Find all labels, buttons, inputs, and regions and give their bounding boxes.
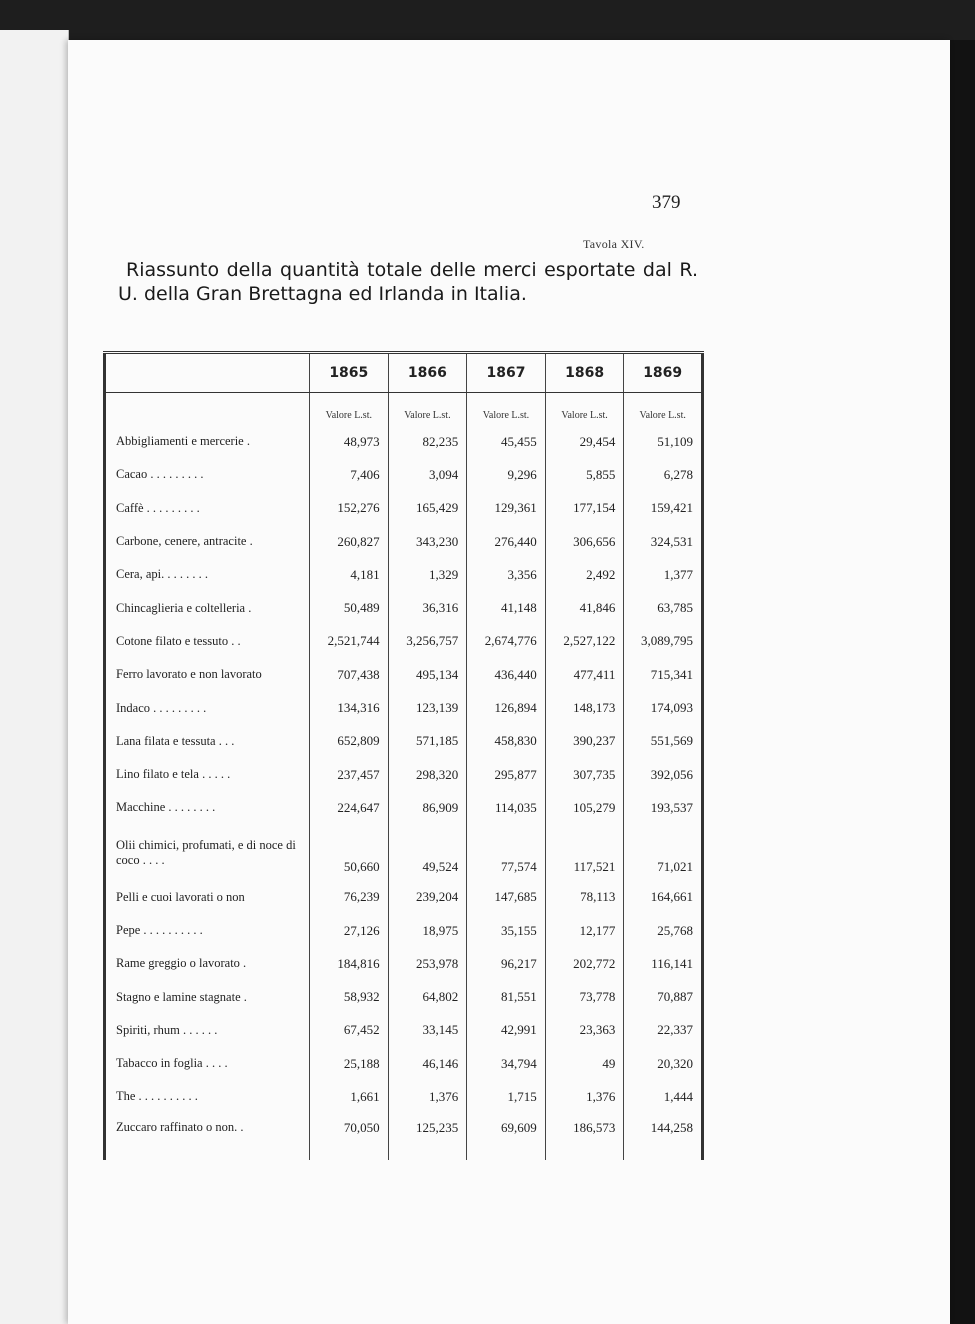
value-cell: 1,661 (310, 1080, 389, 1113)
value-cell: 148,173 (545, 691, 624, 724)
value-cell: 71,021 (624, 825, 703, 881)
table-row (105, 525, 703, 558)
value-cell: 67,452 (310, 1014, 389, 1047)
value-cell: 45,455 (467, 425, 546, 458)
value-cell: 159,421 (624, 492, 703, 525)
value-cell: 2,674,776 (467, 625, 546, 658)
value-cell: 276,440 (467, 525, 546, 558)
value-cell: 392,056 (624, 758, 703, 791)
value-cell: 3,089,795 (624, 625, 703, 658)
value-cell: 7,406 (310, 458, 389, 491)
value-cell: 237,457 (310, 758, 389, 791)
value-cell: 96,217 (467, 947, 546, 980)
value-cell: 324,531 (624, 525, 703, 558)
value-cell: 49,524 (388, 825, 467, 881)
row-label: The . . . . . . . . . . (105, 1080, 310, 1113)
table-row (105, 658, 703, 691)
value-cell: 458,830 (467, 725, 546, 758)
value-cell: 5,855 (545, 458, 624, 491)
year-header: 1865 (310, 353, 389, 393)
corner-subheader (105, 393, 310, 426)
table-row (105, 947, 703, 980)
row-label: Indaco . . . . . . . . . (105, 691, 310, 724)
value-cell: 123,139 (388, 691, 467, 724)
value-cell: 125,235 (388, 1114, 467, 1160)
value-cell: 36,316 (388, 591, 467, 624)
value-cell: 4,181 (310, 558, 389, 591)
value-cell: 239,204 (388, 881, 467, 914)
table-row (105, 425, 703, 458)
value-cell: 165,429 (388, 492, 467, 525)
value-cell: 1,376 (388, 1080, 467, 1113)
row-label: Cacao . . . . . . . . . (105, 458, 310, 491)
value-cell: 571,185 (388, 725, 467, 758)
value-cell: 41,846 (545, 591, 624, 624)
table-row (105, 914, 703, 947)
value-cell: 343,230 (388, 525, 467, 558)
value-cell: 202,772 (545, 947, 624, 980)
value-cell: 50,660 (310, 825, 389, 881)
value-cell: 25,188 (310, 1047, 389, 1080)
value-cell: 174,093 (624, 691, 703, 724)
value-cell: 144,258 (624, 1114, 703, 1160)
value-cell: 260,827 (310, 525, 389, 558)
year-header-row (105, 353, 703, 393)
table-row (105, 591, 703, 624)
table-row (105, 725, 703, 758)
table-row (105, 691, 703, 724)
value-cell: 295,877 (467, 758, 546, 791)
value-cell: 33,145 (388, 1014, 467, 1047)
value-cell: 49 (545, 1047, 624, 1080)
row-label: Ferro lavorato e non lavorato (105, 658, 310, 691)
row-label: Abbigliamenti e mercerie . (105, 425, 310, 458)
value-cell: 9,296 (467, 458, 546, 491)
table-row (105, 1014, 703, 1047)
table-row (105, 492, 703, 525)
row-label: Zuccaro raffinato o non. . (105, 1114, 310, 1160)
row-label: Cera, api. . . . . . . . (105, 558, 310, 591)
export-table-wrapper (103, 351, 701, 1160)
value-cell: 1,715 (467, 1080, 546, 1113)
row-label: Lana filata e tessuta . . . (105, 725, 310, 758)
value-cell: 58,932 (310, 980, 389, 1013)
value-cell: 1,376 (545, 1080, 624, 1113)
value-cell: 70,887 (624, 980, 703, 1013)
value-cell: 3,094 (388, 458, 467, 491)
row-label: Spiriti, rhum . . . . . . (105, 1014, 310, 1047)
table-row (105, 458, 703, 491)
value-cell: 306,656 (545, 525, 624, 558)
value-cell: 193,537 (624, 791, 703, 824)
table-row (105, 625, 703, 658)
value-cell: 6,278 (624, 458, 703, 491)
value-cell: 82,235 (388, 425, 467, 458)
value-cell: 41,148 (467, 591, 546, 624)
value-cell: 105,279 (545, 791, 624, 824)
table-row (105, 1080, 703, 1113)
unit-header-row (105, 393, 703, 426)
value-cell: 551,569 (624, 725, 703, 758)
table-row (105, 1114, 703, 1160)
row-label: Rame greggio o lavorato . (105, 947, 310, 980)
value-cell: 2,527,122 (545, 625, 624, 658)
value-cell: 35,155 (467, 914, 546, 947)
value-cell: 652,809 (310, 725, 389, 758)
value-cell: 495,134 (388, 658, 467, 691)
value-cell: 298,320 (388, 758, 467, 791)
value-cell: 77,574 (467, 825, 546, 881)
unit-header: Valore L.st. (467, 393, 546, 426)
value-cell: 186,573 (545, 1114, 624, 1160)
value-cell: 477,411 (545, 658, 624, 691)
page-number: 379 (652, 192, 681, 213)
unit-header: Valore L.st. (388, 393, 467, 426)
value-cell: 1,444 (624, 1080, 703, 1113)
table-label: Tavola XIV. (583, 237, 645, 251)
value-cell: 34,794 (467, 1047, 546, 1080)
value-cell: 147,685 (467, 881, 546, 914)
value-cell: 25,768 (624, 914, 703, 947)
unit-header: Valore L.st. (624, 393, 703, 426)
adjacent-page-edge (0, 30, 69, 1324)
unit-header: Valore L.st. (545, 393, 624, 426)
value-cell: 29,454 (545, 425, 624, 458)
table-row (105, 980, 703, 1013)
row-label: Caffè . . . . . . . . . (105, 492, 310, 525)
value-cell: 48,973 (310, 425, 389, 458)
table-row (105, 791, 703, 824)
year-header: 1866 (388, 353, 467, 393)
table-row (105, 881, 703, 914)
row-label: Chincaglieria e coltelleria . (105, 591, 310, 624)
value-cell: 42,991 (467, 1014, 546, 1047)
value-cell: 164,661 (624, 881, 703, 914)
value-cell: 436,440 (467, 658, 546, 691)
corner-header (105, 353, 310, 393)
value-cell: 253,978 (388, 947, 467, 980)
value-cell: 3,256,757 (388, 625, 467, 658)
table-row (105, 758, 703, 791)
value-cell: 69,609 (467, 1114, 546, 1160)
row-label: Lino filato e tela . . . . . (105, 758, 310, 791)
year-header: 1869 (624, 353, 703, 393)
value-cell: 116,141 (624, 947, 703, 980)
value-cell: 22,337 (624, 1014, 703, 1047)
unit-header: Valore L.st. (310, 393, 389, 426)
row-label: Pelli e cuoi lavorati o non (105, 881, 310, 914)
value-cell: 390,237 (545, 725, 624, 758)
value-cell: 184,816 (310, 947, 389, 980)
table-row (105, 558, 703, 591)
value-cell: 715,341 (624, 658, 703, 691)
value-cell: 64,802 (388, 980, 467, 1013)
value-cell: 27,126 (310, 914, 389, 947)
row-label: Carbone, cenere, antracite . (105, 525, 310, 558)
value-cell: 18,975 (388, 914, 467, 947)
row-label: Pepe . . . . . . . . . . (105, 914, 310, 947)
value-cell: 50,489 (310, 591, 389, 624)
value-cell: 76,239 (310, 881, 389, 914)
export-table (103, 351, 704, 1160)
value-cell: 46,146 (388, 1047, 467, 1080)
value-cell: 152,276 (310, 492, 389, 525)
value-cell: 86,909 (388, 791, 467, 824)
value-cell: 63,785 (624, 591, 703, 624)
value-cell: 126,894 (467, 691, 546, 724)
value-cell: 134,316 (310, 691, 389, 724)
year-header: 1867 (467, 353, 546, 393)
value-cell: 2,521,744 (310, 625, 389, 658)
value-cell: 12,177 (545, 914, 624, 947)
value-cell: 1,377 (624, 558, 703, 591)
value-cell: 224,647 (310, 791, 389, 824)
value-cell: 70,050 (310, 1114, 389, 1160)
value-cell: 23,363 (545, 1014, 624, 1047)
scan-background-edge (950, 40, 975, 1324)
value-cell: 51,109 (624, 425, 703, 458)
value-cell: 129,361 (467, 492, 546, 525)
value-cell: 81,551 (467, 980, 546, 1013)
table-row (105, 1047, 703, 1080)
row-label: Tabacco in foglia . . . . (105, 1047, 310, 1080)
year-header: 1868 (545, 353, 624, 393)
row-label: Stagno e lamine stagnate . (105, 980, 310, 1013)
row-label: Cotone filato e tessuto . . (105, 625, 310, 658)
value-cell: 73,778 (545, 980, 624, 1013)
table-body (105, 425, 703, 1160)
value-cell: 3,356 (467, 558, 546, 591)
value-cell: 117,521 (545, 825, 624, 881)
row-label: Olii chimici, profumati, e di noce di coco . . . . (105, 825, 310, 881)
value-cell: 177,154 (545, 492, 624, 525)
table-row (105, 825, 703, 881)
value-cell: 2,492 (545, 558, 624, 591)
value-cell: 307,735 (545, 758, 624, 791)
row-label: Macchine . . . . . . . . (105, 791, 310, 824)
value-cell: 114,035 (467, 791, 546, 824)
page-title: Riassunto della quantità totale delle merci esportate dal R. U. della Gran Brettagna ed Irlanda in Italia. (118, 259, 698, 305)
value-cell: 1,329 (388, 558, 467, 591)
value-cell: 78,113 (545, 881, 624, 914)
value-cell: 20,320 (624, 1047, 703, 1080)
value-cell: 707,438 (310, 658, 389, 691)
